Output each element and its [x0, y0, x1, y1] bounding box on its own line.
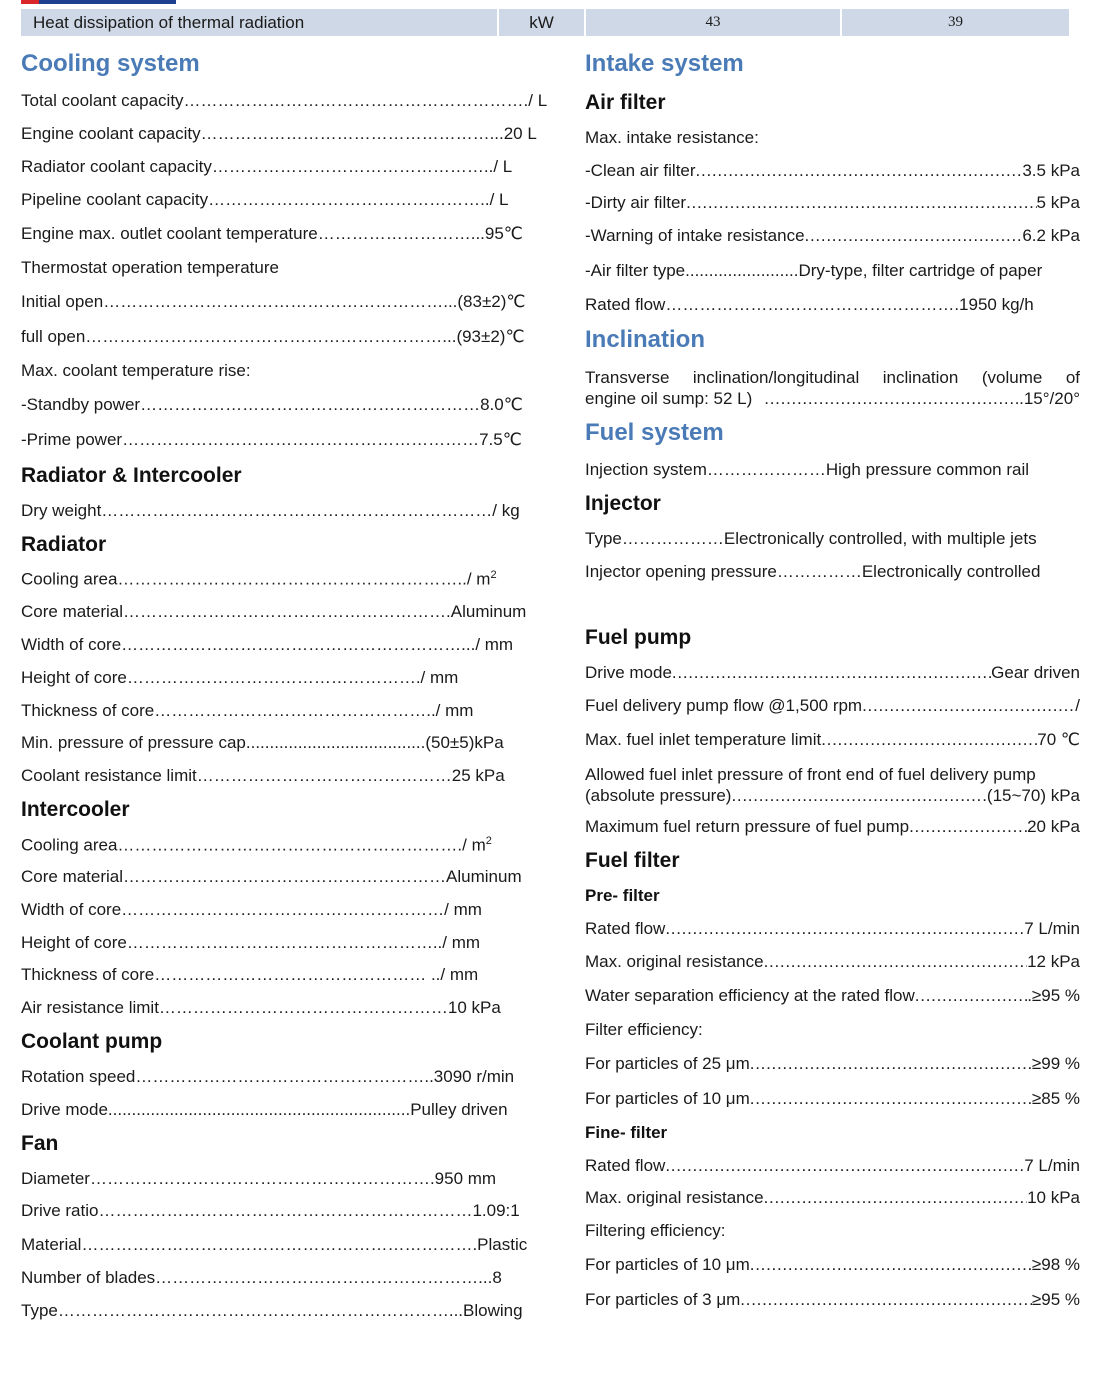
fan-drive-ratio: Drive ratio…………………………………………………………1.09:1	[21, 1201, 520, 1220]
injector-type: Type………………Electronically controlled, with multiple jets	[585, 529, 1037, 548]
intake-rated-flow: Rated flow…………………………………………….1950 kg/h	[585, 295, 1034, 314]
fan-heading: Fan	[21, 1132, 59, 1155]
intercooler-cooling-area: Cooling area……………………………………………………./ $m^2$	[21, 835, 492, 855]
radiator-core-height: Height of core……………………………………………./ mm	[21, 668, 459, 687]
intake-warning-value: 6.2 kPa	[1022, 226, 1080, 245]
coolant-resistance-limit: Coolant resistance limit………………………………………25 kPa	[21, 766, 505, 785]
allowed-fuel-inlet-pressure: Allowed fuel inlet pressure of front end of fuel delivery pump (absolute pressure) . . . .(15~70) kPa	[585, 764, 1080, 806]
spec-unit: kW	[498, 9, 585, 36]
fuel-delivery-flow-row: Fuel delivery pump flow @1,500 rpm . . . /	[585, 696, 1080, 716]
intercooler-core-width: Width of core…………………………………………………/ mm	[21, 900, 482, 919]
pipeline-coolant-capacity: Pipeline coolant capacity…………………………………………../ L	[21, 190, 509, 209]
radiator-core-width: Width of core…………………………………………………….../ mm	[21, 635, 514, 654]
inclination-line-2: engine oil sump: 52 L) . . . .15°/20°	[585, 388, 1080, 409]
inclination-heading: Inclination	[585, 326, 705, 353]
pre-filter-rated-flow-row: Rated flow . . . 7 L/min	[585, 919, 1080, 939]
thermostat-operation-temperature: Thermostat operation temperature	[21, 258, 279, 277]
radiator-core-material: Core material………………………………………………….Aluminum	[21, 602, 527, 621]
engine-max-outlet-temperature: Engine max. outlet coolant temperature………………………...95℃	[21, 224, 523, 243]
spec-value-2: 39	[841, 9, 1069, 36]
fine-filter-resistance-row: Max. original resistance . . . 10 kPa	[585, 1188, 1080, 1208]
fan-type: Type……………………………………………………………...Blowing	[21, 1301, 523, 1320]
fan-diameter: Diameter…………………………………………………….950 mm	[21, 1169, 497, 1188]
clean-air-filter-row	[585, 161, 1080, 181]
filter-efficiency-label: Filter efficiency:	[585, 1020, 703, 1039]
intake-system-heading: Intake system	[585, 50, 744, 77]
brand-bar-red	[21, 0, 39, 4]
fine-filter-rated-flow-row: Rated flow . . . 7 L/min	[585, 1156, 1080, 1176]
inclination-text	[585, 367, 1080, 409]
fine-particles-3um-row: For particles of 3 μm . . . ≥95 %	[585, 1290, 1080, 1310]
dry-weight: Dry weight……………………………………………………………/ kg	[21, 501, 520, 520]
clean-air-filter-value: 3.5 kPa	[1022, 161, 1080, 180]
standby-power-rise: -Standby power……………………………………………………8.0℃	[21, 395, 523, 414]
radiator-intercooler-heading: Radiator & Intercooler	[21, 464, 242, 487]
intercooler-heading: Intercooler	[21, 798, 130, 821]
spec-label: Heat dissipation of thermal radiation	[21, 9, 498, 36]
fuel-pump-heading: Fuel pump	[585, 626, 692, 649]
fine-particles-10um-row: For particles of 10 μm . . . ≥98 %	[585, 1255, 1080, 1275]
fuel-system-heading: Fuel system	[585, 419, 724, 446]
air-filter-type: -Air filter type........................Dry-type, filter cartridge of paper	[585, 261, 1043, 280]
pump-rotation-speed: Rotation speed……………………………………………..3090 r/min	[21, 1067, 515, 1086]
injector-opening-pressure: Injector opening pressure……………Electronically controlled	[585, 562, 1041, 581]
intercooler-core-height: Height of core………………………………………………../ mm	[21, 933, 481, 952]
fuel-inlet-temperature-row: Max. fuel inlet temperature limit . . . 70 ℃	[585, 730, 1080, 750]
cooling-system-heading: Cooling system	[21, 50, 200, 77]
fine-filter-heading: Fine- filter	[585, 1123, 668, 1142]
filtering-efficiency-label: Filtering efficiency:	[585, 1221, 726, 1240]
fuel-return-pressure-row: Maximum fuel return pressure of fuel pump . . . 20 kPa	[585, 817, 1080, 837]
total-coolant-capacity: Total coolant capacity……………………………………………………./ L	[21, 91, 548, 110]
intercooler-core-thickness: Thickness of core………………………………………… ../ mm	[21, 965, 479, 984]
intake-warning-label: -Warning of intake resistance	[585, 226, 805, 245]
radiator-coolant-capacity: Radiator coolant capacity…………………………………………../ L	[21, 157, 513, 176]
dirty-air-filter-label: -Dirty air filter	[585, 193, 687, 212]
brand-bar-blue	[39, 0, 176, 4]
intercooler-core-material: Core material…………………………………………………Aluminum	[21, 867, 522, 886]
air-filter-heading: Air filter	[585, 91, 666, 114]
header-brand-bar	[21, 0, 176, 4]
radiator-cooling-area: Cooling area……………………………………………………../ $m^2$	[21, 569, 497, 589]
inclination-line-1: Transverse inclination/longitudinal inclination (volume of	[585, 368, 1080, 387]
spec-value-1: 43	[585, 9, 841, 36]
pre-filter-heading: Pre- filter	[585, 886, 660, 905]
coolant-pump-heading: Coolant pump	[21, 1030, 163, 1053]
radiator-core-thickness: Thickness of core…………………………………………../ mm	[21, 701, 474, 720]
thermostat-initial-open: Initial open……………………………………………………...(83±2)℃	[21, 292, 526, 311]
pressure-cap-min-pressure: Min. pressure of pressure cap......................................(50±5)kPa	[21, 733, 504, 752]
fan-number-of-blades: Number of blades…………………………………………………...8	[21, 1268, 502, 1287]
injection-system: Injection system…………………High pressure common rail	[585, 460, 1030, 479]
radiator-heading: Radiator	[21, 533, 107, 556]
intake-warning-row	[585, 226, 1080, 246]
pre-filter-resistance-row: Max. original resistance . . . 12 kPa	[585, 952, 1080, 972]
table-row	[21, 9, 1069, 36]
clean-air-filter-label: -Clean air filter	[585, 161, 696, 180]
dirty-air-filter-value: 5 kPa	[1036, 193, 1080, 212]
max-intake-resistance: Max. intake resistance:	[585, 128, 759, 147]
heat-dissipation-table	[21, 9, 1069, 36]
inclination-value: .15°/20°	[1019, 389, 1080, 408]
particles-25um-row: For particles of 25 μm . . . ≥99 %	[585, 1054, 1080, 1074]
engine-coolant-capacity: Engine coolant capacity……………………………………………...20 L	[21, 124, 537, 143]
fan-material: Material…………………………………………………………….Plastic	[21, 1235, 528, 1254]
max-coolant-temperature-rise: Max. coolant temperature rise:	[21, 361, 251, 380]
dirty-air-filter-row	[585, 193, 1080, 213]
pump-drive-mode: Drive mode................................................................Pulley driven	[21, 1100, 508, 1119]
fuel-pump-drive-mode-row: Drive mode . . . Gear driven	[585, 663, 1080, 683]
fuel-filter-heading: Fuel filter	[585, 849, 680, 872]
injector-heading: Injector	[585, 492, 661, 515]
thermostat-full-open: full open………………………………………………………...(93±2)℃	[21, 327, 525, 346]
air-resistance-limit: Air resistance limit……………………………………………10 kPa	[21, 998, 501, 1017]
particles-10um-row: For particles of 10 μm . . . ≥85 %	[585, 1089, 1080, 1109]
prime-power-rise: -Prime power………………………………………………………7.5℃	[21, 430, 522, 449]
water-separation-row: Water separation efficiency at the rated flow . . . .≥95 %	[585, 986, 1080, 1006]
